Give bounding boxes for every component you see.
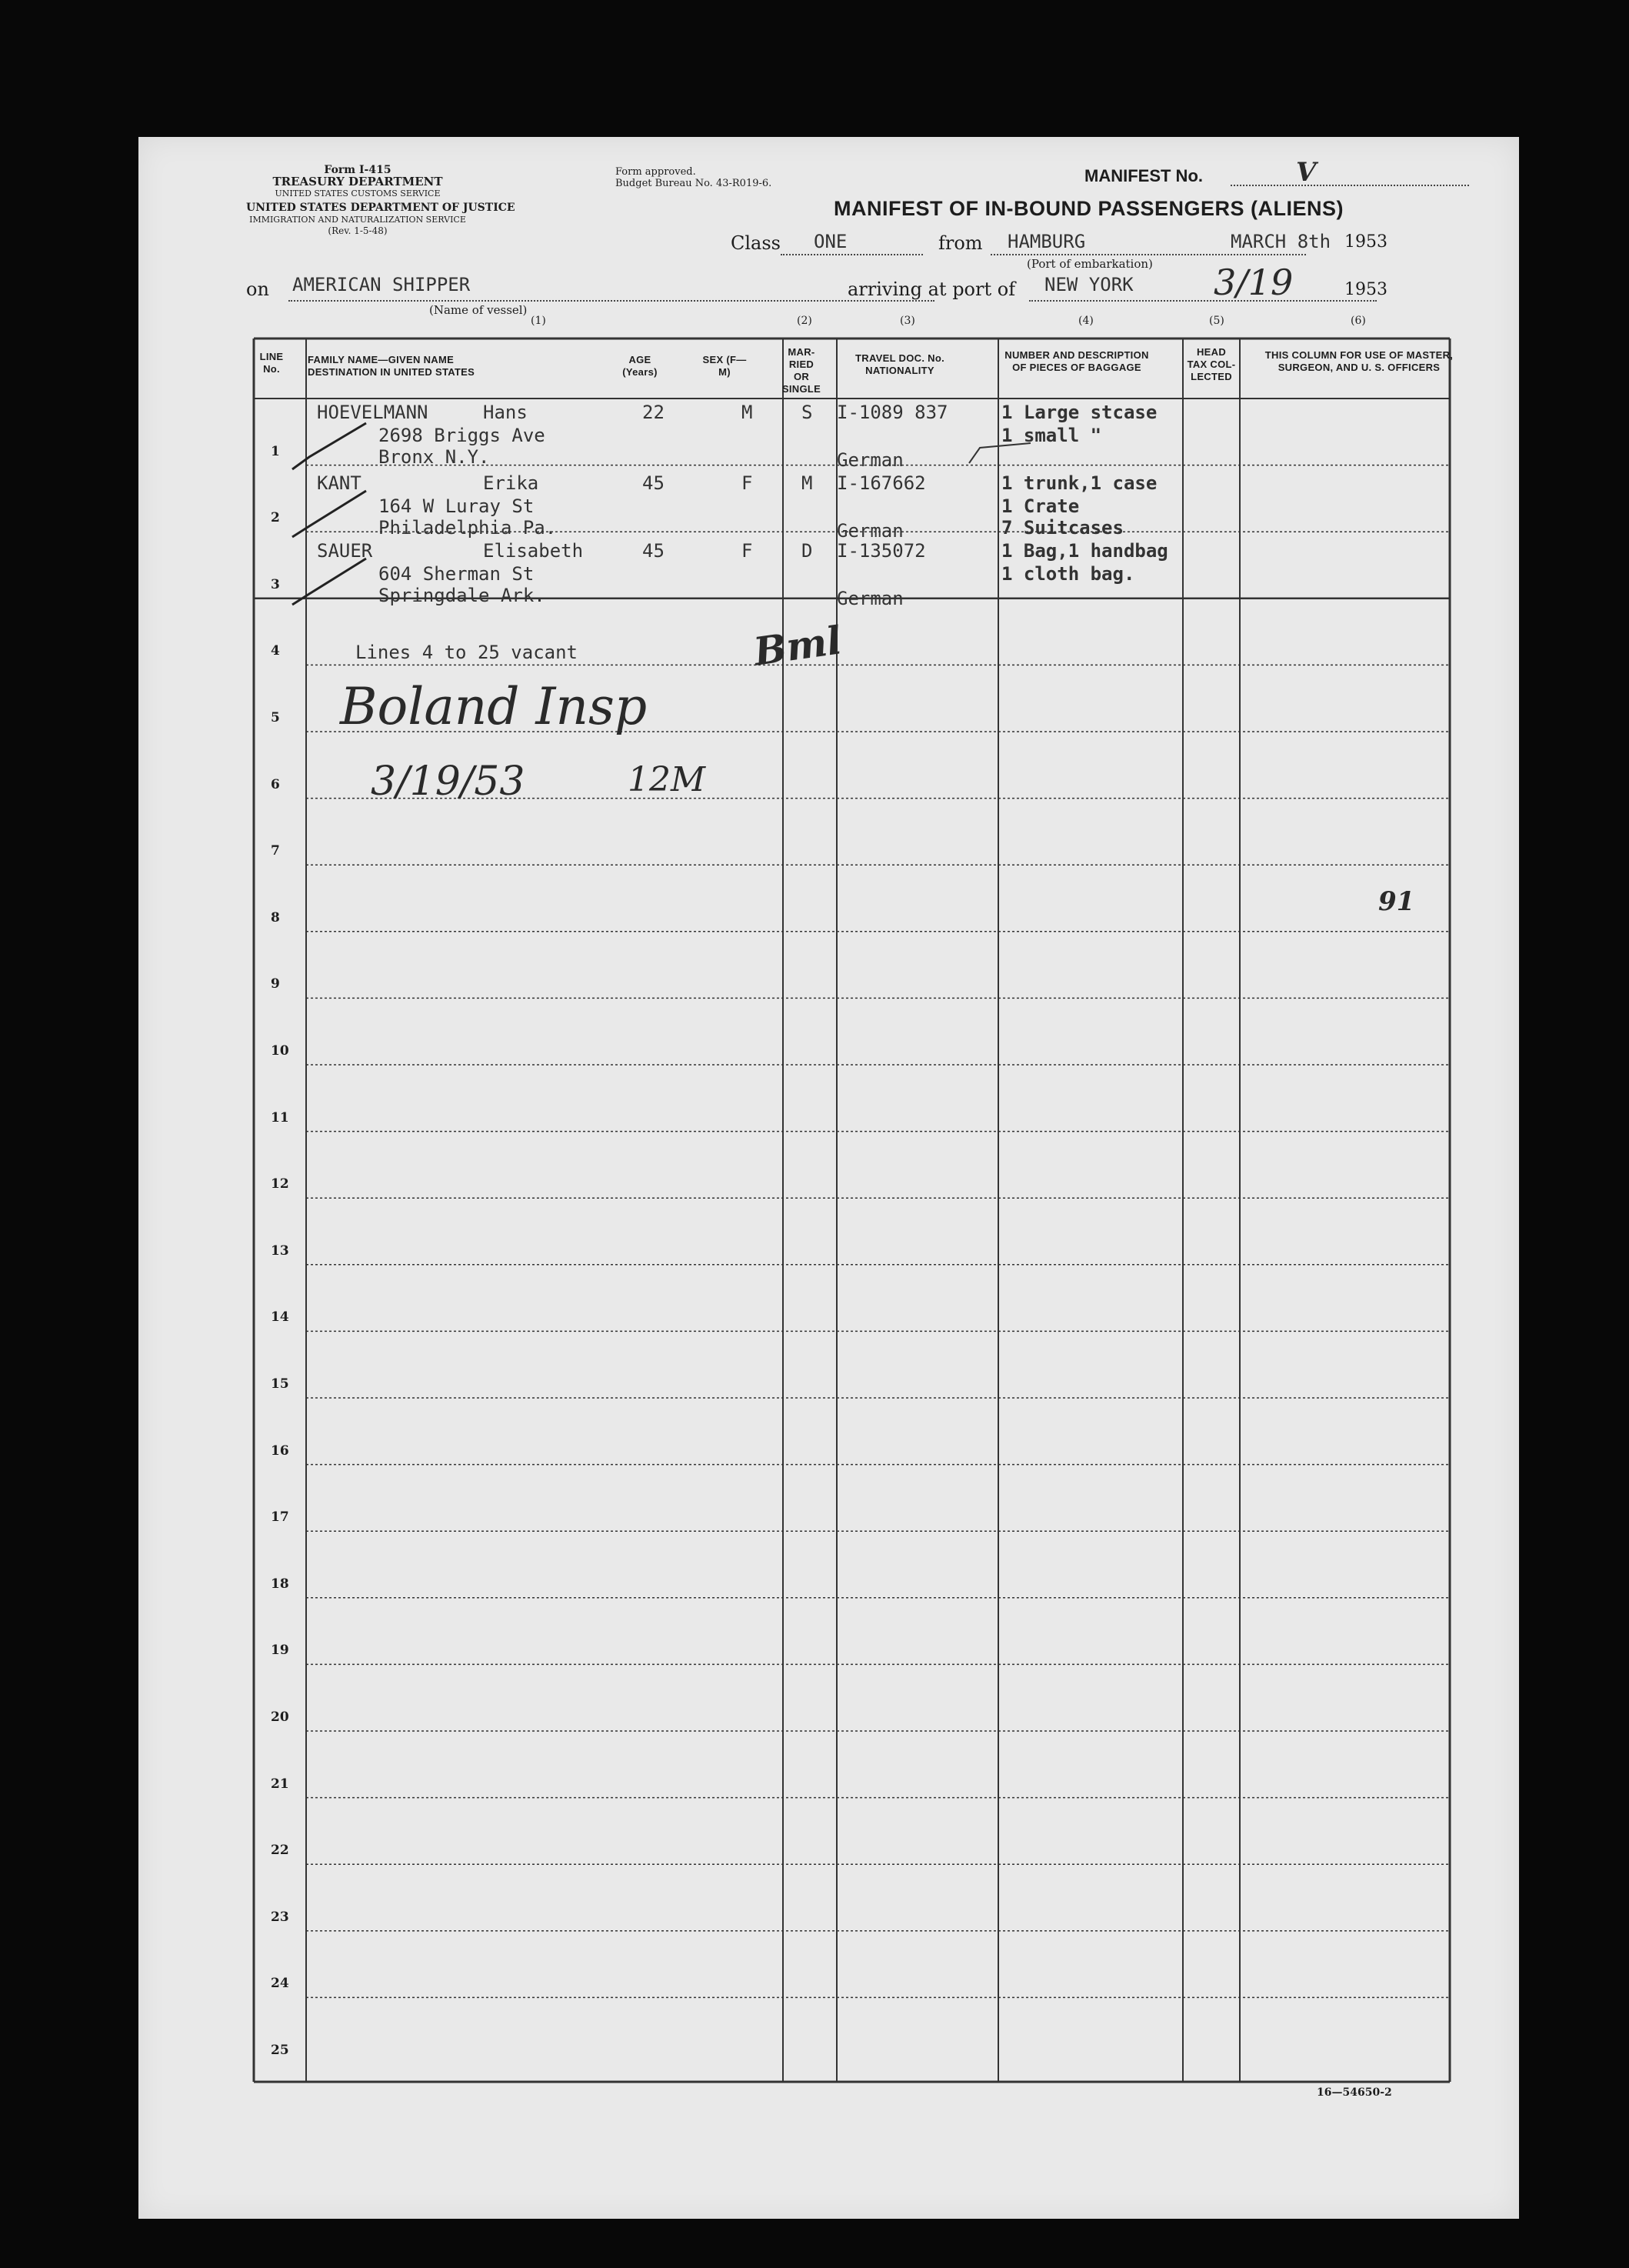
line-number: 6 bbox=[271, 776, 280, 792]
passenger-address-street: 2698 Briggs Ave bbox=[378, 425, 545, 446]
class-value: ONE bbox=[814, 231, 848, 252]
passenger-marital-status: S bbox=[801, 402, 813, 423]
passenger-age: 45 bbox=[642, 540, 665, 562]
ins-label: IMMIGRATION AND NATURALIZATION SERVICE bbox=[249, 215, 466, 225]
arrival-year: 1953 bbox=[1344, 280, 1387, 299]
header-travel-doc: TRAVEL DOC. No. NATIONALITY bbox=[855, 352, 944, 376]
header-baggage: NUMBER AND DESCRIPTION OF PIECES OF BAGGAGE bbox=[1004, 349, 1149, 373]
from-label: from bbox=[938, 232, 983, 254]
passenger-address-city: Philadelphia Pa. bbox=[378, 517, 557, 539]
passenger-baggage: 1 cloth bag. bbox=[1001, 563, 1135, 585]
from-value: HAMBURG bbox=[1008, 231, 1086, 252]
revision-label: (Rev. 1-5-48) bbox=[328, 225, 388, 236]
line-number: 22 bbox=[271, 1843, 289, 1859]
header-sex: SEX (F—M) bbox=[702, 354, 747, 378]
passenger-nationality: German bbox=[837, 520, 904, 542]
vessel-caption: (Name of vessel) bbox=[429, 303, 528, 317]
form-approved: Form approved. bbox=[615, 166, 696, 178]
departure-date: MARCH 8th bbox=[1231, 231, 1331, 252]
passenger-sex: M bbox=[741, 402, 753, 423]
manifest-page bbox=[138, 137, 1519, 2219]
inspection-time: 12M bbox=[628, 760, 706, 799]
line-number: 5 bbox=[271, 710, 280, 725]
passenger-age: 45 bbox=[642, 472, 665, 494]
passenger-nationality: German bbox=[837, 449, 904, 471]
arrival-port: NEW YORK bbox=[1044, 274, 1134, 295]
column-number-5: (5) bbox=[1209, 315, 1224, 327]
passenger-travel-doc: I-167662 bbox=[837, 472, 926, 494]
page-count: 91 bbox=[1378, 886, 1415, 917]
treasury-label: TREASURY DEPARTMENT bbox=[272, 175, 443, 188]
passenger-baggage: 1 Large stcase bbox=[1001, 402, 1158, 423]
line-number: 7 bbox=[271, 843, 280, 859]
line-number: 25 bbox=[271, 2043, 289, 2058]
passenger-given-name: Erika bbox=[483, 472, 539, 494]
passenger-family-name: KANT bbox=[317, 472, 361, 494]
line-number: 16 bbox=[271, 1443, 289, 1459]
line-number: 23 bbox=[271, 1909, 289, 1925]
header-name-2: DESTINATION IN UNITED STATES bbox=[308, 366, 475, 378]
line-number: 9 bbox=[271, 976, 280, 992]
class-label: Class bbox=[731, 232, 781, 254]
line-number: 24 bbox=[271, 1976, 289, 1992]
line-number: 21 bbox=[271, 1776, 289, 1792]
passenger-family-name: SAUER bbox=[317, 540, 373, 562]
line-number: 4 bbox=[271, 643, 280, 659]
arrival-date-handwritten: 3/19 bbox=[1214, 262, 1294, 303]
passenger-baggage: 1 small " bbox=[1001, 425, 1102, 446]
justice-label: UNITED STATES DEPARTMENT OF JUSTICE bbox=[246, 202, 515, 214]
passenger-address-city: Springdale Ark. bbox=[378, 585, 545, 606]
port-embarkation-caption: (Port of embarkation) bbox=[1027, 257, 1153, 271]
manifest-title: MANIFEST OF IN-BOUND PASSENGERS (ALIENS) bbox=[834, 197, 1344, 220]
line-number: 19 bbox=[271, 1643, 289, 1659]
passenger-travel-doc: I-135072 bbox=[837, 540, 926, 562]
vessel-name: AMERICAN SHIPPER bbox=[292, 274, 471, 295]
passenger-marital-status: M bbox=[801, 472, 813, 494]
passenger-age: 22 bbox=[642, 402, 665, 423]
line-number: 13 bbox=[271, 1242, 289, 1259]
budget-bureau: Budget Bureau No. 43-R019-6. bbox=[615, 178, 772, 189]
line-number: 11 bbox=[271, 1109, 289, 1126]
passenger-family-name: HOEVELMANN bbox=[317, 402, 428, 423]
passenger-baggage: 1 Bag,1 handbag bbox=[1001, 540, 1168, 562]
line-number: 20 bbox=[271, 1709, 289, 1725]
passenger-sex: F bbox=[741, 472, 753, 494]
passenger-given-name: Elisabeth bbox=[483, 540, 584, 562]
line-number: 3 bbox=[271, 576, 280, 592]
form-number: Form I-415 bbox=[324, 164, 391, 176]
header-age: AGE (Years) bbox=[622, 354, 658, 378]
passenger-address-city: Bronx N.Y. bbox=[378, 446, 490, 468]
header-name-1: FAMILY NAME—GIVEN NAME bbox=[308, 354, 455, 365]
line-number: 15 bbox=[271, 1376, 289, 1392]
line-number: 2 bbox=[271, 510, 280, 526]
line-number: 1 bbox=[271, 443, 280, 459]
vacant-lines-note: Lines 4 to 25 vacant bbox=[355, 642, 578, 663]
passenger-sex: F bbox=[741, 540, 753, 562]
passenger-nationality: German bbox=[837, 588, 904, 609]
passenger-given-name: Hans bbox=[483, 402, 528, 423]
arriving-label: arriving at port of bbox=[848, 278, 1016, 300]
line-number: 12 bbox=[271, 1176, 289, 1192]
line-number: 18 bbox=[271, 1576, 289, 1592]
customs-label: UNITED STATES CUSTOMS SERVICE bbox=[275, 188, 441, 198]
footer-code: 16—54650-2 bbox=[1317, 2086, 1392, 2099]
line-number: 17 bbox=[271, 1509, 289, 1526]
line-number: 10 bbox=[271, 1043, 289, 1059]
column-number-4: (4) bbox=[1078, 315, 1094, 327]
passenger-baggage: 7 Suitcases bbox=[1001, 517, 1124, 539]
on-label: on bbox=[246, 278, 269, 300]
handwritten-initials: Bml bbox=[751, 617, 844, 675]
column-number-1: (1) bbox=[531, 315, 546, 327]
line-number: 14 bbox=[271, 1309, 289, 1326]
manifest-no-label: MANIFEST No. bbox=[1084, 166, 1203, 185]
manifest-table-grid bbox=[138, 137, 1519, 2219]
departure-year: 1953 bbox=[1344, 232, 1387, 252]
inspection-date: 3/19/53 bbox=[371, 759, 525, 805]
passenger-baggage: 1 Crate bbox=[1001, 495, 1080, 517]
column-number-2: (2) bbox=[797, 315, 812, 327]
column-number-3: (3) bbox=[900, 315, 915, 327]
header-line-no: LINE No. bbox=[259, 351, 284, 375]
passenger-address-street: 604 Sherman St bbox=[378, 563, 535, 585]
column-number-6: (6) bbox=[1351, 315, 1366, 327]
passenger-marital-status: D bbox=[801, 540, 813, 562]
inspector-signature: Boland Insp bbox=[340, 677, 648, 736]
header-officers: THIS COLUMN FOR USE OF MASTER, SURGEON, AND U. S. OFFICERS bbox=[1264, 349, 1454, 373]
manifest-no-value: V bbox=[1296, 157, 1317, 188]
line-number: 8 bbox=[271, 909, 280, 926]
passenger-travel-doc: I-1089 837 bbox=[837, 402, 948, 423]
header-married: MAR-RIED OR SINGLE bbox=[781, 346, 821, 395]
header-head-tax: HEAD TAX COL-LECTED bbox=[1187, 346, 1236, 382]
passenger-baggage: 1 trunk,1 case bbox=[1001, 472, 1158, 494]
passenger-address-street: 164 W Luray St bbox=[378, 495, 535, 517]
